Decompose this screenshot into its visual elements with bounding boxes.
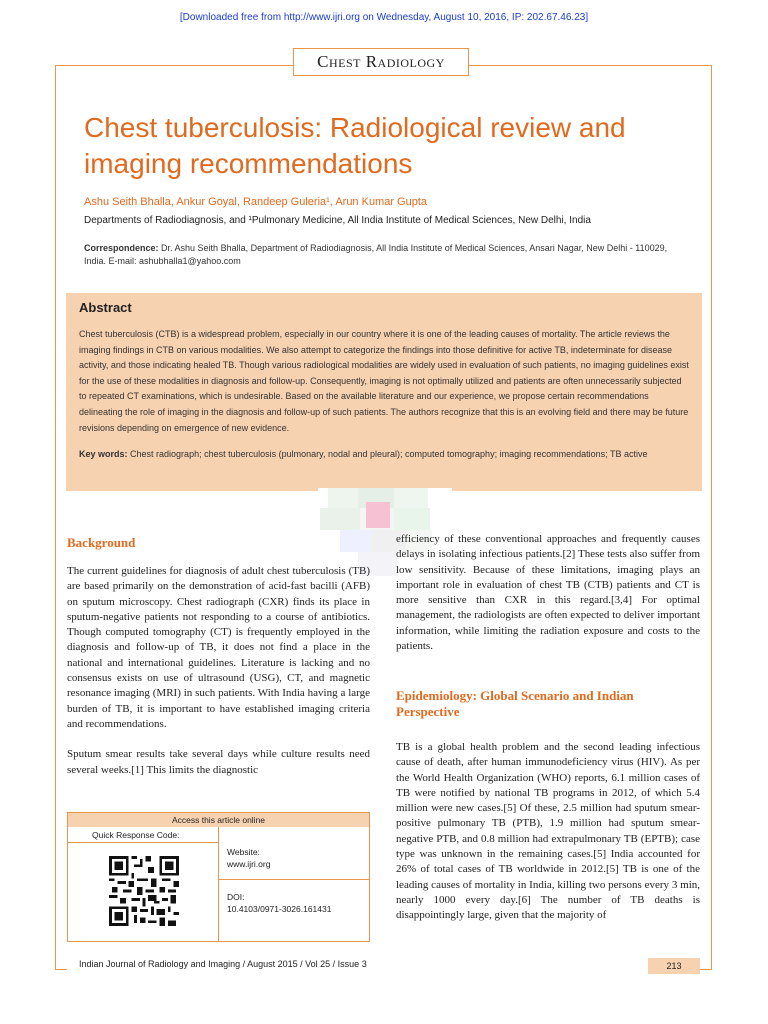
epidemiology-paragraph: TB is a global health problem and the second leading infectious cause of death, after human immunodeficiency virus (HIV). As per the World Health Organization (WHO) reports, 6.1 million cases of TB were notified by national TB programs in 2012, of which 5.4 million were new cases.[5] Of these, 2.5 million had sputum smear-positive pulmonary TB (PTB), 1.9 million had sputum smear-negative PTB, and 0.8 million had extrapulmonary TB (EPTB); case type was unknown in the remaining cases.[5] India accounted for 26% of total cases of TB worldwide in 2012.[5] TB is one of the leading causes of mortality in India, killing two persons every 3 min, nearly 1000 every day.[6] The number of TB deaths is disappointingly large, given that the majority of <box>396 741 700 922</box>
divider <box>218 879 370 880</box>
divider <box>218 827 219 941</box>
correspondence <box>84 242 684 268</box>
abstract-heading: Abstract <box>79 300 132 315</box>
right-paragraph-1: efficiency of these conventional approaches and frequently causes delays in isolating infectious patients.[2] These tests also suffer from low sensitivity. Because of these limitations, imaging plays an important role in evaluation of chest TB (CTB) patients and CT is more sensitive than CXR in this regard.[3,4] For optimal management, the radiologists are often expected to deliver important information, while limiting the radiation exposure and costs to the patients. <box>396 533 700 653</box>
qr-label: Quick Response Code: <box>92 830 180 840</box>
keywords-label: Key words: <box>79 449 128 460</box>
access-header: Access this article online <box>68 813 369 827</box>
website-block <box>227 846 270 870</box>
affiliation: Departments of Radiodiagnosis, and ¹Pulmonary Medicine, All India Institute of Medical Sciences, New Delhi, India <box>84 215 591 226</box>
page-number: 213 <box>648 958 700 974</box>
website-label: Website: <box>227 847 260 857</box>
left-column <box>67 564 370 793</box>
epidemiology-column <box>396 740 700 939</box>
divider <box>68 842 218 843</box>
section-label: Chest Radiology <box>293 48 469 76</box>
heading-epidemiology: Epidemiology: Global Scenario and Indian Perspective <box>396 688 634 719</box>
doi-label: DOI: <box>227 892 245 902</box>
keywords-text: Chest radiograph; chest tuberculosis (pulmonary, nodal and pleural); computed tomography; imaging recommendations; TB active <box>130 449 648 460</box>
background-paragraph-2: Sputum smear results take several days while culture results need several weeks.[1] This limits the diagnostic <box>67 748 370 776</box>
correspondence-label: Correspondence: <box>84 243 159 253</box>
access-online-box <box>67 812 370 942</box>
keywords <box>79 447 689 462</box>
footer-journal: Indian Journal of Radiology and Imaging / August 2015 / Vol 25 / Issue 3 <box>79 959 367 969</box>
right-column <box>396 532 700 669</box>
qr-code-icon[interactable] <box>109 856 179 926</box>
doi-block <box>227 891 331 915</box>
footer <box>67 958 700 974</box>
heading-background: Background <box>67 535 136 550</box>
correspondence-text: Dr. Ashu Seith Bhalla, Department of Radiodiagnosis, All India Institute of Medical Sciences, Ansari Nagar, New Delhi - 110029, India. E-mail: ashubhalla1@yahoo.com <box>84 243 668 266</box>
article-title: Chest tuberculosis: Radiological review and imaging recommendations <box>84 112 626 179</box>
download-note: [Downloaded free from http://www.ijri.org on Wednesday, August 10, 2016, IP: 202.67.46.23] <box>179 12 589 23</box>
author-list: Ashu Seith Bhalla, Ankur Goyal, Randeep Guleria¹, Arun Kumar Gupta <box>84 196 428 208</box>
abstract-box <box>66 293 702 491</box>
background-paragraph-1: The current guidelines for diagnosis of adult chest tuberculosis (TB) are based primarily on the demonstration of acid-fast bacilli (AFB) on sputum microscopy. Chest radiograph (CXR) finds its place in sputum-negative patients not responding to a course of antibiotics. Though computed tomography (CT) is frequently employed in the diagnosis and follow-up of TB, it does not find a place in the national and international guidelines. Literature is lacking and no consensus exists on use of ultrasound (USG), CT, and magnetic resonance imaging (MRI) in such patients. With India having a large burden of TB, it is important to have established imaging criteria and recommendations. <box>67 565 370 730</box>
abstract-text: Chest tuberculosis (CTB) is a widespread problem, especially in our country where it is one of the leading causes of mortality. The article reviews the imaging findings in CTB on various modalities. We also attempt to categorize the findings into those definitive for active TB, indeterminate for disease activity, and those indicating healed TB. Though various radiological modalities are widely used in evaluation of such patients, no imaging guidelines exist for the use of these modalities in diagnosis and follow-up. Consequently, imaging is not optimally utilized and patients are often unnecessarily subjected to repeated CT examinations, which is undesirable. Based on the available literature and our experience, we propose certain recommendations delineating the role of imaging in the diagnosis and follow-up of such patients. The authors recognize that this is an evolving field and there may be future revisions depending on emergence of new evidence. <box>79 329 689 433</box>
website-link[interactable]: www.ijri.org <box>227 859 271 869</box>
doi-value[interactable]: 10.4103/0971-3026.161431 <box>227 904 332 914</box>
